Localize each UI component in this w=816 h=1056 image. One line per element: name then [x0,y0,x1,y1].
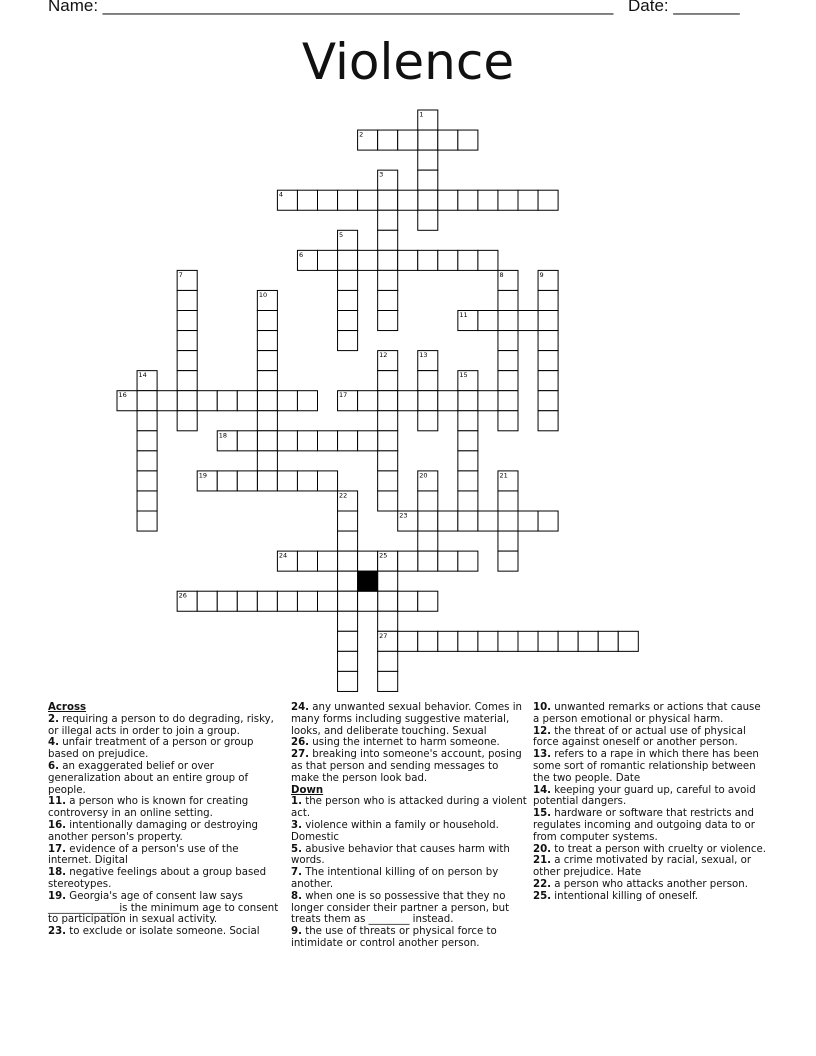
grid-cell[interactable] [338,290,358,310]
grid-cell[interactable] [498,511,518,531]
grid-cell[interactable] [197,591,217,611]
cell-number-5: 5 [339,230,344,239]
cell-number-18: 18 [218,431,228,440]
clue-down-9: 9. the use of threats or physical force to intimidate or control another person. [291,926,497,949]
clue-down-25: 25. intentional killing of oneself. [533,890,699,902]
grid-cell[interactable] [438,130,458,150]
grid-cell[interactable] [237,431,257,451]
grid-cell[interactable] [318,551,338,571]
grid-cell[interactable] [538,631,558,651]
grid-cell[interactable] [217,391,237,411]
grid-cell[interactable] [297,551,317,571]
grid-cell[interactable] [378,451,398,471]
grid-cell[interactable] [458,130,478,150]
grid-cell[interactable] [257,351,277,371]
cell-number-1: 1 [419,110,424,119]
name-field[interactable]: Name: ______________________________________________________ [48,0,614,15]
grid-cell[interactable] [438,631,458,651]
grid-cell[interactable] [237,471,257,491]
grid-cell[interactable] [498,391,518,411]
clue-down-14: 14. keeping your guard up, careful to avoid potential dangers. [533,784,756,808]
grid-cell[interactable] [438,511,458,531]
grid-cell[interactable] [197,391,217,411]
grid-cell[interactable] [538,511,558,531]
grid-cell[interactable] [498,531,518,551]
grid-cell[interactable] [418,551,438,571]
grid-cell[interactable] [418,250,438,270]
cell-number-4: 4 [278,190,284,199]
grid-cell[interactable] [458,551,478,571]
grid-cell[interactable] [338,571,358,591]
grid-cell[interactable] [378,190,398,210]
cell-number-7: 7 [178,270,183,279]
grid-cell[interactable] [338,250,358,270]
cell-number-13: 13 [419,351,428,360]
grid-cell[interactable] [378,371,398,391]
grid-cell[interactable] [137,391,157,411]
grid-cell[interactable] [358,250,378,270]
cell-number-24: 24 [278,551,288,560]
grid-cell[interactable] [418,491,438,511]
across-heading: Across [48,702,87,713]
clue-down-1: 1. the person who is attacked during a violent act. [291,796,527,820]
clue-down-20: 20. to treat a person with cruelty or violence. [533,843,766,855]
cell-number-9: 9 [539,270,544,279]
grid-cell[interactable] [498,411,518,431]
grid-cell[interactable] [498,371,518,391]
grid-cell[interactable] [538,391,558,411]
grid-cell[interactable] [418,210,438,230]
grid-cell[interactable] [277,591,297,611]
grid-cell[interactable] [498,311,518,331]
clue-across-2: 2. requiring a person to do degrading, risky, or illegal acts in order to join a group. [48,713,274,737]
grid-cell[interactable] [217,591,237,611]
grid-cell[interactable] [418,591,438,611]
clue-across-11: 11. a person who is known for creating controversy in an online setting. [48,796,249,820]
grid-cell[interactable] [398,250,418,270]
clue-down-12: 12. the threat of or actual use of physical force against oneself or another person. [533,725,746,749]
clue-across-23: 23. to exclude or isolate someone. Social [48,926,260,938]
grid-cell[interactable] [458,451,478,471]
grid-cell[interactable] [458,391,478,411]
cell-number-2: 2 [359,130,364,139]
grid-cell[interactable] [398,631,418,651]
grid-cell[interactable] [478,391,498,411]
grid-cell[interactable] [338,551,358,571]
grid-cell[interactable] [177,290,197,310]
grid-cell[interactable] [478,250,498,270]
grid-cell[interactable] [137,411,157,431]
grid-cell[interactable] [338,651,358,671]
down-heading: Down [291,784,324,796]
grid-cell[interactable] [458,491,478,511]
puzzle-title: Violence [301,33,515,91]
clue-across-24: 24. any unwanted sexual behavior. Comes in many forms including suggestive material, looks, and deliberate touching. Sexual [291,702,522,737]
grid-cell[interactable] [458,431,478,451]
grid-cell[interactable] [498,351,518,371]
grid-cell[interactable] [518,511,538,531]
grid-cell[interactable] [558,631,578,651]
grid-cell[interactable] [378,611,398,631]
grid-cell[interactable] [318,591,338,611]
grid-cell[interactable] [438,190,458,210]
grid-cell[interactable] [438,391,458,411]
clue-down-21: 21. a crime motivated by racial, sexual, or other prejudice. Hate [533,855,752,879]
grid-cell[interactable] [538,411,558,431]
grid-cell[interactable] [257,331,277,351]
grid-cell[interactable] [257,311,277,331]
grid-cell[interactable] [338,431,358,451]
grid-cell[interactable] [438,250,458,270]
grid-cell[interactable] [538,290,558,310]
grid-cell[interactable] [398,551,418,571]
cell-number-3: 3 [379,170,384,179]
grid-cell[interactable] [277,471,297,491]
grid-cell[interactable] [358,391,378,411]
grid-cell[interactable] [157,391,177,411]
grid-cell[interactable] [378,270,398,290]
grid-cell[interactable] [177,331,197,351]
grid-cell[interactable] [297,471,317,491]
cell-number-10: 10 [258,290,268,299]
clue-column-3 [533,702,769,903]
clue-across-6: 6. an exaggerated belief or over generalization about an entire group of people. [48,760,249,796]
grid-cell[interactable] [538,190,558,210]
grid-cell[interactable] [358,551,378,571]
grid-cell[interactable] [378,431,398,451]
grid-cell[interactable] [257,471,277,491]
grid-cell[interactable] [418,631,438,651]
grid-cell[interactable] [137,511,157,531]
grid-cell[interactable] [378,250,398,270]
grid-cell[interactable] [418,150,438,170]
grid-cell[interactable] [538,311,558,331]
grid-cell[interactable] [418,391,438,411]
grid-cell[interactable] [338,531,358,551]
grid-cell[interactable] [378,591,398,611]
grid-cell[interactable] [378,230,398,250]
cell-number-14: 14 [138,371,147,380]
grid-cell[interactable] [217,471,237,491]
grid-cell[interactable] [418,190,438,210]
grid-cell[interactable] [538,351,558,371]
grid-cell[interactable] [297,391,317,411]
grid-cell[interactable] [378,130,398,150]
grid-cell[interactable] [378,651,398,671]
grid-cell[interactable] [318,190,338,210]
grid-cell[interactable] [257,391,277,411]
grid-cell[interactable] [478,311,498,331]
grid-cell[interactable] [378,290,398,310]
grid-cell[interactable] [518,631,538,651]
cell-number-23: 23 [399,511,408,520]
cell-number-27: 27 [379,631,388,640]
grid-cell[interactable] [277,391,297,411]
cell-number-26: 26 [178,591,187,600]
grid-cell[interactable] [498,551,518,571]
clue-across-4: 4. unfair treatment of a person or group based on prejudice. [48,737,254,761]
grid-cell[interactable] [618,631,638,651]
clue-down-13: 13. refers to a rape in which there has been some sort of romantic relationship between the two people. Date [533,749,759,784]
grid-cell[interactable] [378,210,398,230]
grid-cell[interactable] [498,190,518,210]
grid-cell[interactable] [338,631,358,651]
grid-cell[interactable] [518,190,538,210]
clue-down-10: 10. unwanted remarks or actions that cause a person emotional or physical harm. [533,702,761,725]
cell-number-17: 17 [339,391,348,400]
grid-cell[interactable] [358,591,378,611]
clue-down-5: 5. abusive behavior that causes harm with words. [291,843,510,867]
cell-number-12: 12 [379,351,388,360]
clue-across-18: 18. negative feelings about a group based stereotypes. [48,867,267,890]
grid-cell[interactable] [257,591,277,611]
clue-down-22: 22. a person who attacks another person. [533,878,748,890]
grid-cell[interactable] [177,371,197,391]
grid-cell[interactable] [518,311,538,331]
grid-cell[interactable] [578,631,598,651]
grid-cell[interactable] [478,190,498,210]
clue-across-16: 16. intentionally damaging or destroying another person's property. [48,819,259,843]
grid-cell[interactable] [137,431,157,451]
grid-cell[interactable] [257,431,277,451]
grid-cell[interactable] [378,491,398,511]
date-field[interactable]: Date: _______ [628,0,740,15]
black-cell [358,571,378,591]
clue-down-8: 8. when one is so possessive that they no longer consider their partner a person, but treats them as ________ instead. [291,890,510,926]
grid-cell[interactable] [338,611,358,631]
grid-cell[interactable] [257,411,277,431]
grid-cell[interactable] [498,331,518,351]
grid-cell[interactable] [458,631,478,651]
grid-cell[interactable] [338,671,358,691]
clue-across-17: 17. evidence of a person's use of the internet. Digital [48,843,239,867]
grid-cell[interactable] [338,331,358,351]
grid-cell[interactable] [418,371,438,391]
grid-cell[interactable] [418,130,438,150]
grid-cell[interactable] [378,311,398,331]
cell-number-25: 25 [379,551,388,560]
grid-cell[interactable] [418,531,438,551]
grid-cell[interactable] [398,130,418,150]
clue-down-7: 7. The intentional killing of on person by another. [291,867,499,890]
clue-down-15: 15. hardware or software that restricts and regulates incoming and outgoing data to or from computer systems. [533,808,755,843]
grid-cell[interactable] [378,571,398,591]
grid-cell[interactable] [498,290,518,310]
grid-cell[interactable] [277,431,297,451]
grid-cell[interactable] [378,471,398,491]
grid-cell[interactable] [458,190,478,210]
grid-cell[interactable] [598,631,618,651]
grid-cell[interactable] [478,511,498,531]
clue-down-3: 3. violence within a family or household. Domestic [291,819,499,843]
grid-cell[interactable] [318,250,338,270]
grid-cell[interactable] [378,411,398,431]
grid-cell[interactable] [358,190,378,210]
grid-cell[interactable] [257,371,277,391]
grid-cell[interactable] [438,551,458,571]
cell-number-16: 16 [118,391,127,400]
grid-cell[interactable] [418,411,438,431]
grid-cell[interactable] [237,391,257,411]
grid-cell[interactable] [538,371,558,391]
clue-across-27: 27. breaking into someone's account, posing as that person and sending messages to make the person look bad. [291,749,522,784]
cell-number-22: 22 [339,491,348,500]
grid-cell[interactable] [297,190,317,210]
grid-cell[interactable] [318,431,338,451]
grid-cell[interactable] [458,511,478,531]
clue-across-19: 19. Georgia's age of consent law says ______________is the minimum age to consent to participation in sexual activity. [48,890,279,926]
cell-number-11: 11 [459,311,468,319]
grid-cell[interactable] [398,591,418,611]
grid-cell[interactable] [137,451,157,471]
grid-cell[interactable] [498,491,518,511]
grid-cell[interactable] [318,471,338,491]
cell-number-21: 21 [499,471,508,480]
cell-number-19: 19 [198,471,207,480]
grid-cell[interactable] [237,591,257,611]
grid-cell[interactable] [458,250,478,270]
cell-number-8: 8 [499,270,504,279]
grid-cell[interactable] [177,411,197,431]
grid-cell[interactable] [478,631,498,651]
grid-cell[interactable] [137,491,157,511]
grid-cell[interactable] [378,671,398,691]
grid-cell[interactable] [458,411,478,431]
grid-cell[interactable] [398,190,418,210]
grid-cell[interactable] [418,511,438,531]
grid-cell[interactable] [338,311,358,331]
grid-cell[interactable] [137,471,157,491]
grid-cell[interactable] [418,170,438,190]
grid-cell[interactable] [378,391,398,411]
clue-column-1 [48,702,280,938]
cell-number-15: 15 [459,371,468,380]
grid-cell[interactable] [297,591,317,611]
cell-number-20: 20 [419,471,428,480]
grid-cell[interactable] [498,631,518,651]
grid-cell[interactable] [338,190,358,210]
grid-cell[interactable] [338,511,358,531]
clue-column-2 [291,702,527,950]
grid-cell[interactable] [398,391,418,411]
grid-cell[interactable] [177,311,197,331]
grid-cell[interactable] [338,591,358,611]
grid-cell[interactable] [358,431,378,451]
grid-cell[interactable] [177,351,197,371]
grid-cell[interactable] [257,451,277,471]
clue-across-26: 26. using the internet to harm someone. [291,737,500,749]
grid-cell[interactable] [538,331,558,351]
grid-cell[interactable] [458,471,478,491]
grid-cell[interactable] [338,270,358,290]
cell-number-6: 6 [298,250,304,259]
grid-cell[interactable] [177,391,197,411]
grid-cell[interactable] [297,431,317,451]
